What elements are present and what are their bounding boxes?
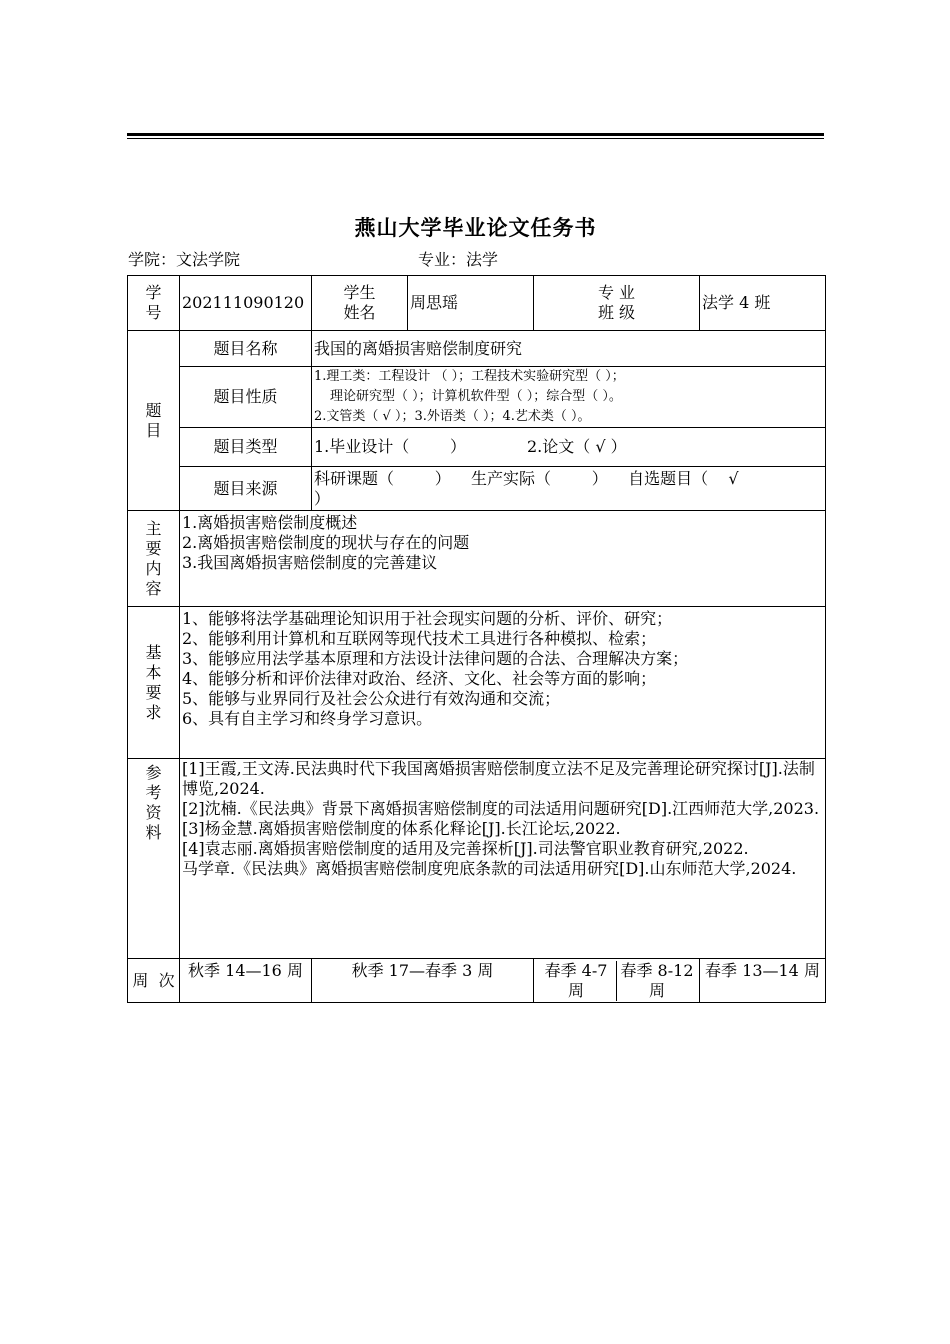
reference-item: [1]王霞,王文涛.民法典时代下我国离婚损害赔偿制度立法不足及完善理论研究探讨[J].法制博览,2024. [182, 759, 815, 798]
student-id-value: 202111090120 [180, 276, 312, 331]
header-rule-thick [127, 133, 824, 136]
student-name-value: 周思瑶 [408, 276, 534, 331]
topic-type-value: 1.毕业设计（ ） 2.论文（ √ ） [312, 428, 826, 467]
topic-source-value [312, 467, 826, 511]
topic-nature-value [312, 367, 826, 428]
references-list [180, 759, 826, 959]
topic-name-label: 题目名称 [180, 331, 312, 367]
schedule-week-2: 秋季 17—春季 3 周 [312, 959, 534, 1003]
schedule-week-5: 春季 13—14 周 [700, 959, 826, 1003]
header-rule-thin [127, 138, 824, 139]
topic-type-row [128, 428, 826, 467]
list-item: 1.离婚损害赔偿制度概述 [182, 513, 358, 532]
schedule-week-3a: 春季 4-7 周 [536, 961, 617, 1001]
class-label: 专 业 班 级 [534, 276, 700, 331]
student-id-label: 学 号 [128, 276, 180, 331]
list-item: 1、能够将法学基础理论知识用于社会现实问题的分析、评价、研究； [182, 609, 673, 628]
list-item: 3.我国离婚损害赔偿制度的完善建议 [182, 553, 438, 572]
topic-nature-line-2: 理论研究型（ ）；计算机软件型（ ）；综合型（ ）。 [330, 389, 622, 404]
list-item: 6、具有自主学习和终身学习意识。 [182, 709, 433, 728]
main-content-row [128, 511, 826, 607]
list-item: 2.离婚损害赔偿制度的现状与存在的问题 [182, 533, 470, 552]
topic-nature-label: 题目性质 [180, 367, 312, 428]
topic-source-row [128, 467, 826, 511]
major-field: 专业：法学 [418, 250, 499, 269]
list-item: 2、能够利用计算机和互联网等现代技术工具进行各种模拟、检索； [182, 629, 657, 648]
topic-name-row [128, 331, 826, 367]
schedule-week-4: 春季 8-12 周 [620, 961, 694, 1000]
topic-nature-line-1: 1.理工类：工程设计 （ ）；工程技术实验研究型（ ）； [314, 369, 625, 384]
college-field: 学院：文法学院 [128, 250, 241, 269]
reference-item: 马学章.《民法典》离婚损害赔偿制度兜底条款的司法适用研究[D].山东师范大学,2024. [182, 859, 797, 878]
list-item: 4、能够分析和评价法律对政治、经济、文化、社会等方面的影响； [182, 669, 657, 688]
topic-section-label: 题 目 [128, 331, 180, 511]
list-item: 3、能够应用法学基本原理和方法设计法律问题的合法、合理解决方案； [182, 649, 689, 668]
topic-name-value: 我国的离婚损害赔偿制度研究 [312, 331, 826, 367]
schedule-row [128, 959, 826, 1003]
references-label: 参 考 资 料 [128, 759, 180, 959]
student-info-row [128, 276, 826, 331]
document-title: 燕山大学毕业论文任务书 [354, 216, 597, 240]
topic-type-label: 题目类型 [180, 428, 312, 467]
topic-nature-row [128, 367, 826, 428]
task-table [127, 275, 826, 1003]
schedule-split [536, 961, 697, 1001]
schedule-label: 周 次 [128, 959, 180, 1003]
reference-item: [3]杨金慧.离婚损害赔偿制度的体系化释论[J].长江论坛,2022. [182, 819, 621, 838]
requirements-row [128, 607, 826, 759]
requirements-label: 基 本 要 求 [128, 607, 180, 759]
reference-item: [4]袁志丽.离婚损害赔偿制度的适用及完善探析[J].司法警官职业教育研究,2022. [182, 839, 749, 858]
topic-source-line-2: ） [314, 488, 331, 508]
student-name-label: 学生 姓名 [312, 276, 408, 331]
topic-nature-line-3: 2.文管类（ √ ）；3.外语类（ ）；4.艺术类（ ）。 [314, 409, 591, 424]
references-row [128, 759, 826, 959]
topic-source-label: 题目来源 [180, 467, 312, 511]
main-content-list [180, 511, 826, 607]
schedule-week-3 [534, 959, 700, 1003]
main-content-label: 主 要 内 容 [128, 511, 180, 607]
class-value: 法学 4 班 [700, 276, 826, 331]
reference-item: [2]沈楠.《民法典》背景下离婚损害赔偿制度的司法适用问题研究[D].江西师范大学,2023. [182, 799, 820, 818]
topic-source-line-1: 科研课题（ ） 生产实际（ ） 自选题目（ √ [314, 468, 739, 488]
requirements-list [180, 607, 826, 759]
list-item: 5、能够与业界同行及社会公众进行有效沟通和交流； [182, 689, 561, 708]
schedule-week-1: 秋季 14—16 周 [180, 959, 312, 1003]
